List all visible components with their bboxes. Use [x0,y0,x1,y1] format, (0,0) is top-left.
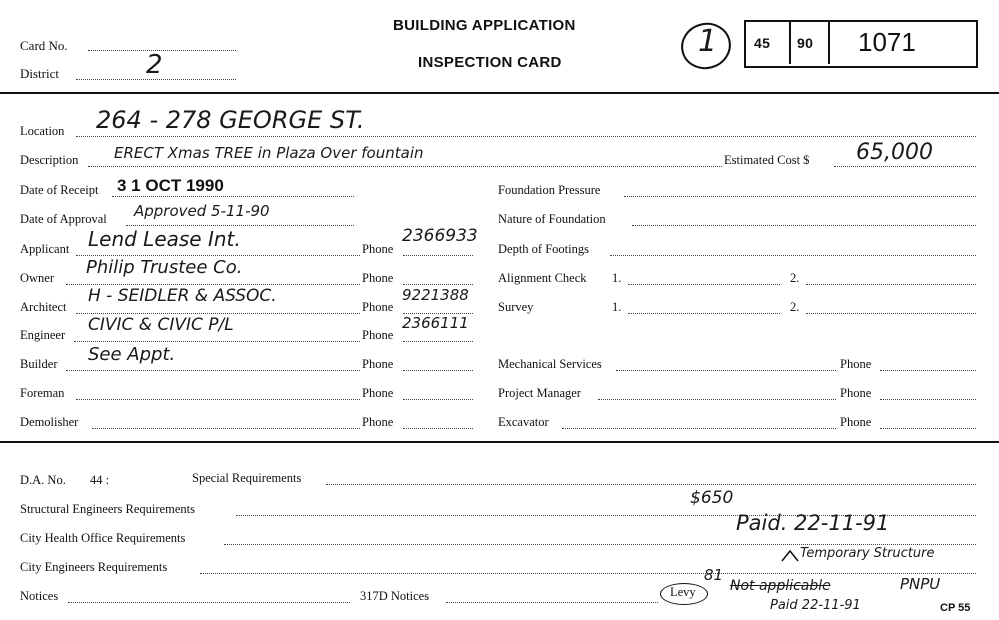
title-line1: BUILDING APPLICATION [393,17,576,34]
da-no-value: 44 : [90,473,110,487]
alignment-2-label: 2. [790,271,800,285]
description-label: Description [20,153,79,167]
alignment-2-field[interactable] [806,284,976,285]
health-requirements-label: City Health Office Requirements [20,531,186,545]
notices-317d-label: 317D Notices [360,589,430,603]
excavator-field[interactable] [562,428,836,429]
levy-label: Levy [670,585,696,599]
builder-phone-label: Phone [362,357,394,371]
owner-label: Owner [20,271,55,285]
applicant-phone-label: Phone [362,242,394,256]
annotation-paid2: Paid 22-11-91 [770,598,861,613]
annotation-pnpu: PNPU [900,575,941,593]
description-value: ERECT Xmas TREE in Plaza Over fountain [114,144,424,162]
foundation-pressure-label: Foundation Pressure [498,183,601,197]
location-field[interactable] [76,136,976,137]
survey-2-field[interactable] [806,313,976,314]
architect-field[interactable] [76,313,360,314]
annotation-struck: Not applicable [730,578,831,594]
annotation-amount: $650 [690,488,734,508]
special-requirements-field[interactable] [326,484,976,485]
approval-field[interactable] [126,225,354,226]
demolisher-phone-label: Phone [362,415,394,429]
demolisher-phone-field[interactable] [403,428,473,429]
builder-field[interactable] [66,370,360,371]
engineer-phone-label: Phone [362,328,394,342]
builder-phone-field[interactable] [403,370,473,371]
architect-label: Architect [20,300,67,314]
notices-label: Notices [20,589,59,603]
engineer-field[interactable] [74,341,360,342]
mechanical-phone-field[interactable] [880,370,976,371]
alignment-1-label: 1. [612,271,622,285]
excavator-phone-label: Phone [840,415,872,429]
nature-of-foundation-field[interactable] [632,225,976,226]
engineer-value: CIVIC & CIVIC P/L [88,315,234,335]
architect-value: H - SEIDLER & ASSOC. [88,286,277,306]
estimated-cost-label: Estimated Cost $ [724,153,810,167]
requirements-divider [0,441,999,443]
district-label: District [20,66,59,81]
project-manager-phone-field[interactable] [880,399,976,400]
alignment-check-label: Alignment Check [498,271,587,285]
ref-box-1: 45 [754,35,771,51]
engineer-phone: 2366111 [402,314,469,332]
notices-317d-field[interactable] [446,602,658,603]
ref-box-2: 90 [797,35,814,51]
demolisher-field[interactable] [92,428,360,429]
foundation-pressure-field[interactable] [624,196,976,197]
ref-box-3: 1071 [858,27,916,57]
alignment-1-field[interactable] [628,284,780,285]
annotation-paid: Paid. 22-11-91 [736,511,890,535]
project-manager-phone-label: Phone [840,386,872,400]
engineer-label: Engineer [20,328,66,342]
applicant-field[interactable] [76,255,360,256]
health-requirements-field[interactable] [224,544,976,545]
engineers-requirements-field[interactable] [200,573,976,574]
annotation-temporary: Temporary Structure [800,546,935,561]
approval-label: Date of Approval [20,212,107,226]
special-requirements-label: Special Requirements [192,471,302,485]
mechanical-phone-label: Phone [840,357,872,371]
receipt-stamp: 3 1 OCT 1990 [117,176,224,195]
engineers-requirements-label: City Engineers Requirements [20,560,168,574]
survey-2-label: 2. [790,300,800,314]
da-no-label: D.A. No. [20,473,66,487]
applicant-label: Applicant [20,242,70,256]
survey-1-field[interactable] [628,313,780,314]
owner-value: Philip Trustee Co. [86,257,243,278]
applicant-value: Lend Lease Int. [88,227,241,251]
demolisher-label: Demolisher [20,415,79,429]
estimated-cost-field[interactable] [834,166,976,167]
mechanical-services-field[interactable] [616,370,836,371]
estimated-cost-value: 65,000 [856,140,933,165]
mechanical-services-label: Mechanical Services [498,357,602,371]
depth-of-footings-field[interactable] [610,255,976,256]
owner-phone-field[interactable] [403,284,473,285]
excavator-phone-field[interactable] [880,428,976,429]
form-code: CP 55 [940,602,971,614]
district-value: 2 [146,50,163,80]
owner-field[interactable] [66,284,360,285]
architect-phone: 9221388 [402,286,469,304]
engineer-phone-field[interactable] [403,341,473,342]
nature-of-foundation-label: Nature of Foundation [498,212,606,226]
survey-label: Survey [498,300,534,314]
approval-value: Approved 5-11-90 [134,202,270,220]
structural-requirements-label: Structural Engineers Requirements [20,502,195,516]
receipt-field[interactable] [112,196,354,197]
notices-field[interactable] [68,602,350,603]
header-divider [0,92,999,94]
card-no-label: Card No. [20,38,68,53]
foreman-phone-field[interactable] [403,399,473,400]
depth-of-footings-label: Depth of Footings [498,242,589,256]
applicant-phone: 2366933 [402,226,478,246]
builder-label: Builder [20,357,58,371]
location-value: 264 - 278 GEORGE ST. [96,106,365,134]
owner-phone-label: Phone [362,271,394,285]
builder-value: See Appt. [88,344,176,365]
foreman-label: Foreman [20,386,65,400]
foreman-field[interactable] [76,399,360,400]
project-manager-label: Project Manager [498,386,581,400]
architect-phone-label: Phone [362,300,394,314]
survey-1-label: 1. [612,300,622,314]
excavator-label: Excavator [498,415,549,429]
location-label: Location [20,124,65,138]
circled-number: 1 [698,24,718,59]
applicant-phone-field[interactable] [403,255,473,256]
arrow-up-icon [780,549,800,563]
annotation-81: 81 [704,566,724,584]
title-line2: INSPECTION CARD [418,54,562,71]
description-field[interactable] [88,166,722,167]
foreman-phone-label: Phone [362,386,394,400]
project-manager-field[interactable] [598,399,836,400]
receipt-label: Date of Receipt [20,183,99,197]
